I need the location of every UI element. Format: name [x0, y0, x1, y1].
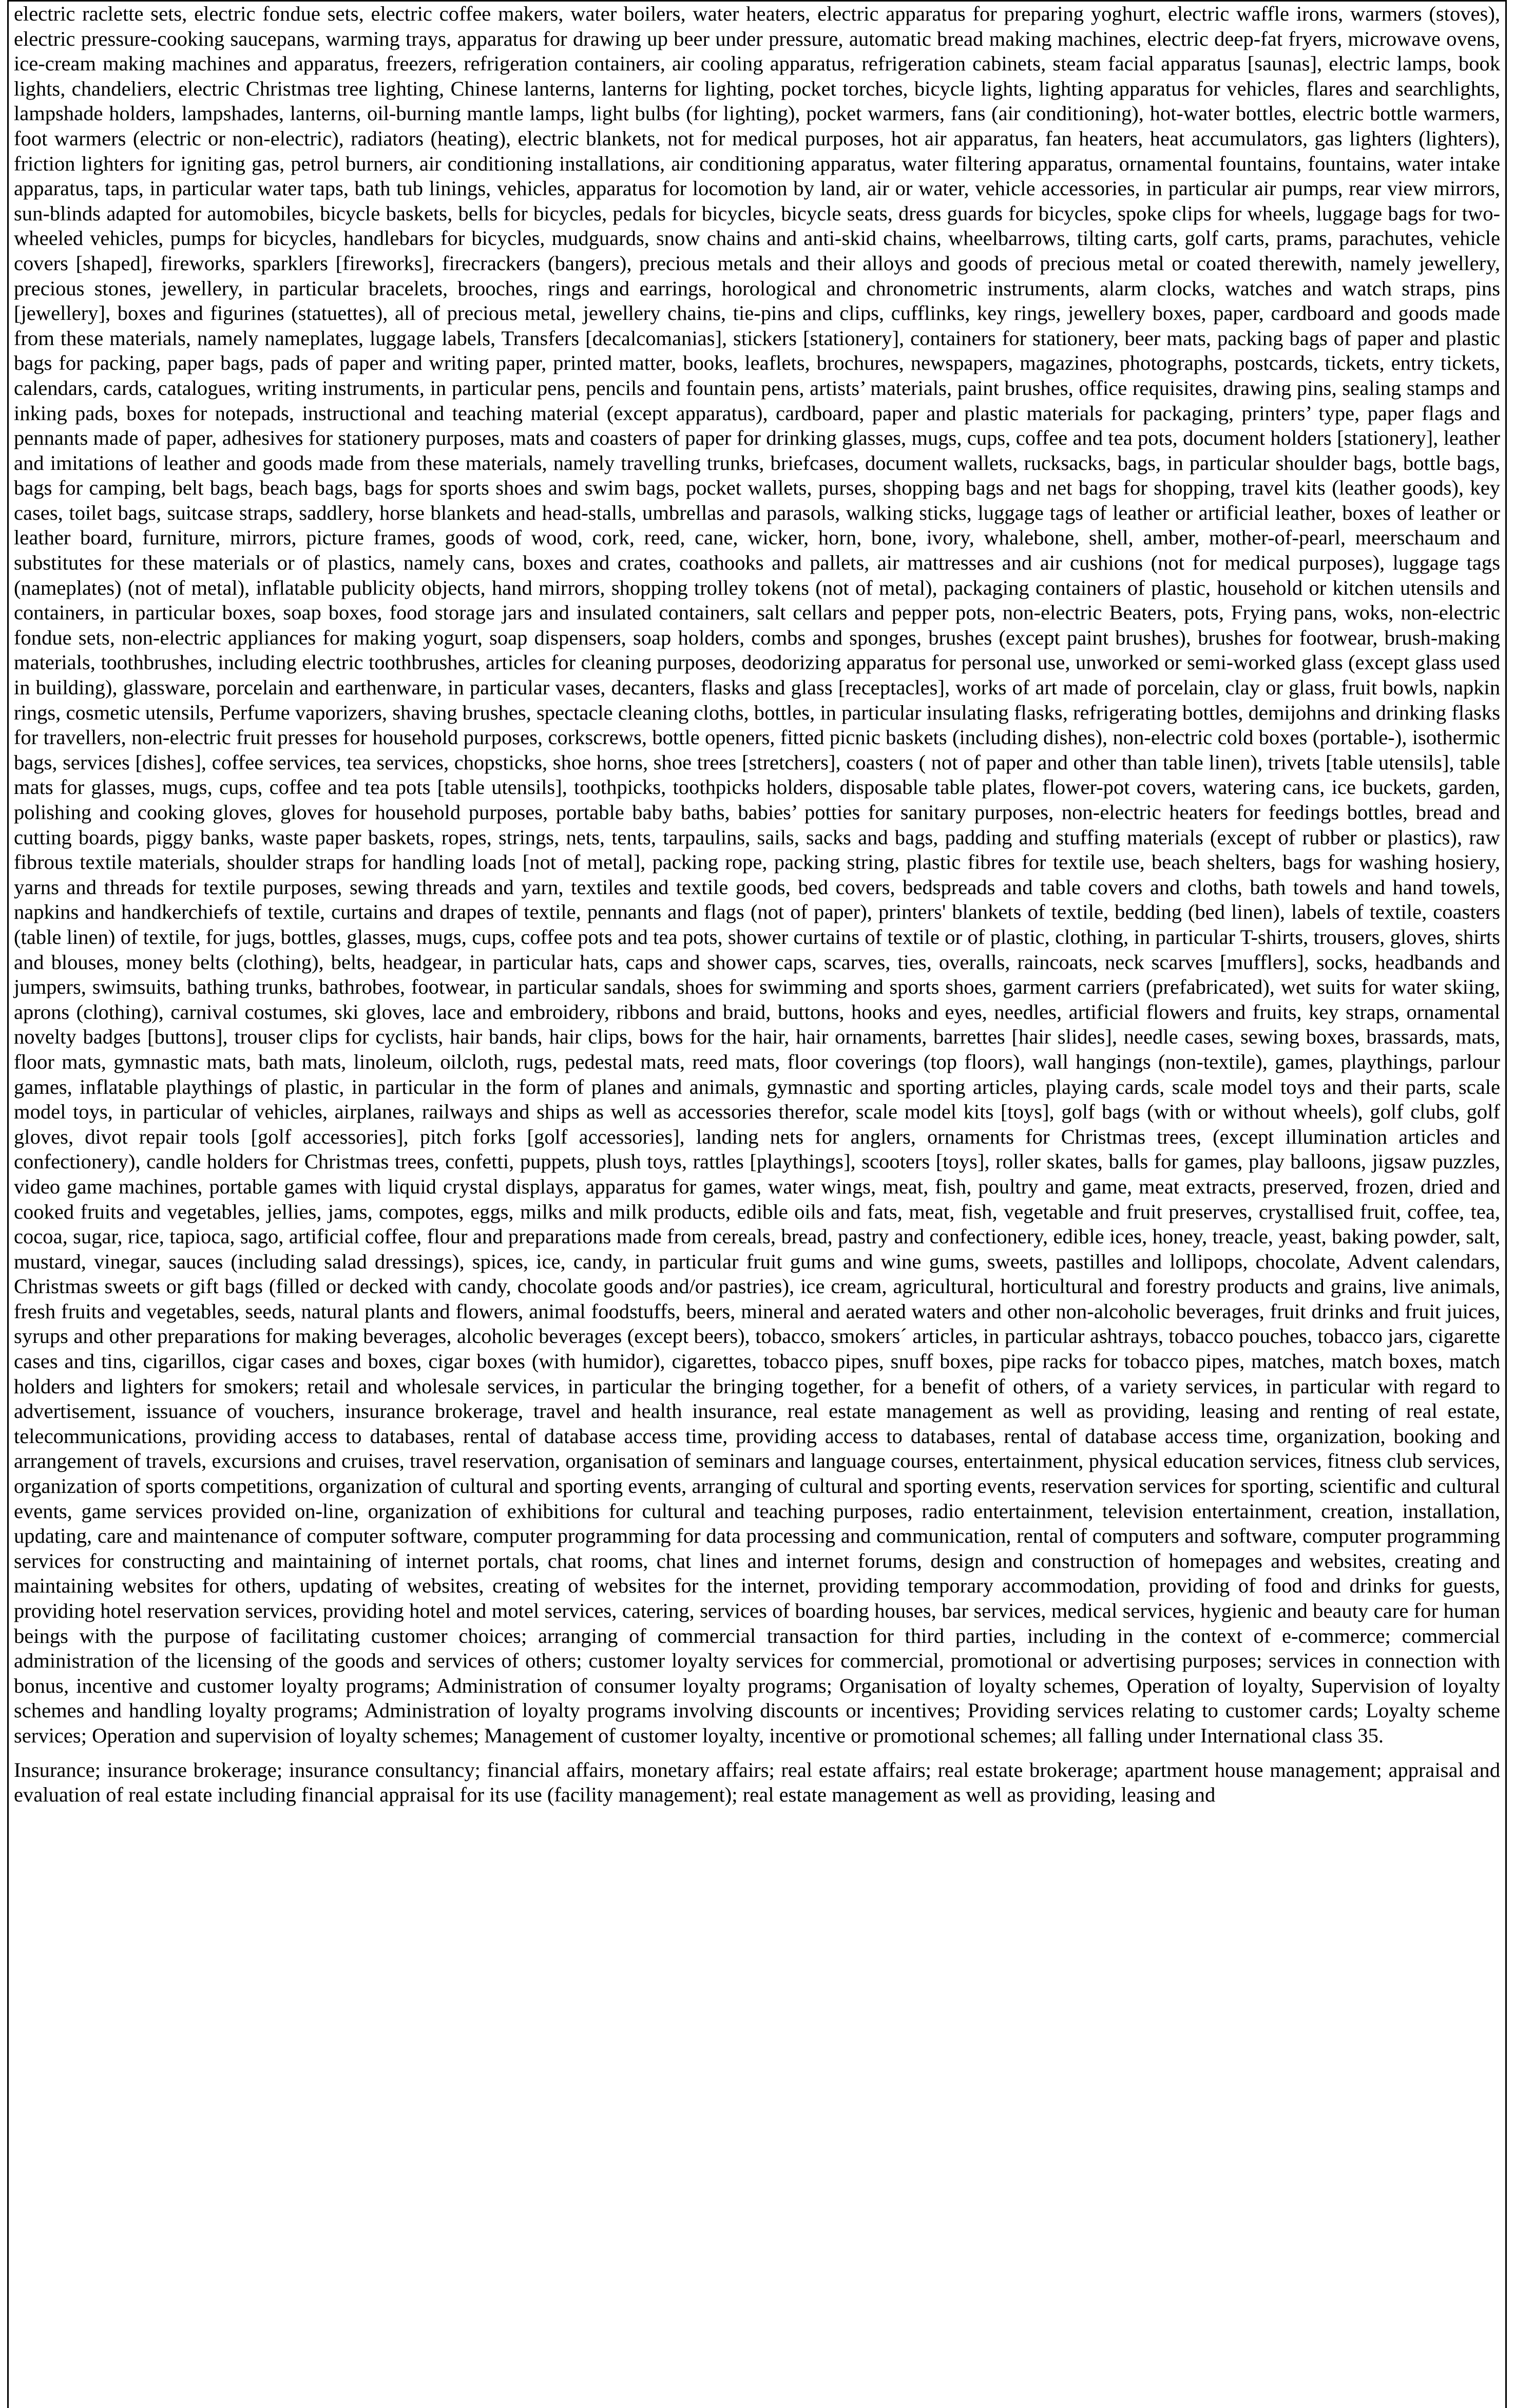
insurance-services-paragraph: Insurance; insurance brokerage; insurance consultancy; financial affairs, monetary affairs; real estate affairs; real estate brokerage; apartment house management; appraisal and evaluation of real estate including financial appraisal for its use (facility management); real estate management as well as providing, leasing and [14, 1758, 1500, 1807]
document-page [7, 0, 1507, 2408]
goods-and-services-paragraph: electric raclette sets, electric fondue sets, electric coffee makers, water boilers, water heaters, electric apparatus for preparing yoghurt, electric waffle irons, warmers (stoves), electric pressure-cooking saucepans, warming trays, apparatus for drawing up beer under pressure, automatic bread making machines, electric deep-fat fryers, microwave ovens, ice-cream making machines and apparatus, freezers, refrigeration containers, air cooling apparatus, refrigeration cabinets, steam facial apparatus [saunas], electric lamps, book lights, chandeliers, electric Christmas tree lighting, Chinese lanterns, lanterns for lighting, pocket torches, bicycle lights, lighting apparatus for vehicles, flares and searchlights, lampshade holders, lampshades, lanterns, oil-burning mantle lamps, light bulbs (for lighting), pocket warmers, fans (air conditioning), hot-water bottles, electric bottle warmers, foot warmers (electric or non-electric), radiators (heating), electric blankets, not for medical purposes, hot air apparatus, fan heaters, heat accumulators, gas lighters (lighters), friction lighters for igniting gas, petrol burners, air conditioning installations, air conditioning apparatus, water filtering apparatus, ornamental fountains, fountains, water intake apparatus, taps, in particular water taps, bath tub linings, vehicles, apparatus for locomotion by land, air or water, vehicle accessories, in particular air pumps, rear view mirrors, sun-blinds adapted for automobiles, bicycle baskets, bells for bicycles, pedals for bicycles, bicycle seats, dress guards for bicycles, spoke clips for wheels, luggage bags for two-wheeled vehicles, pumps for bicycles, handlebars for bicycles, mudguards, snow chains and anti-skid chains, wheelbarrows, tilting carts, golf carts, prams, parachutes, vehicle covers [shaped], fireworks, sparklers [fireworks], firecrackers (bangers), precious metals and their alloys and goods of precious metal or coated therewith, namely jewellery, precious stones, jewellery, in particular bracelets, brooches, rings and earrings, horological and chronometric instruments, alarm clocks, watches and watch straps, pins [jewellery], boxes and figurines (statuettes), all of precious metal, jewellery chains, tie-pins and clips, cufflinks, key rings, jewellery boxes, paper, cardboard and goods made from these materials, namely nameplates, luggage labels, Transfers [decalcomanias], stickers [stationery], containers for stationery, beer mats, packing bags of paper and plastic bags for packing, paper bags, pads of paper and writing paper, printed matter, books, leaflets, brochures, newspapers, magazines, photographs, postcards, tickets, entry tickets, calendars, cards, catalogues, writing instruments, in particular pens, pencils and fountain pens, artists’ materials, paint brushes, office requisites, drawing pins, sealing stamps and inking pads, boxes for notepads, instructional and teaching material (except apparatus), cardboard, paper and plastic materials for packaging, printers’ type, paper flags and pennants made of paper, adhesives for stationery purposes, mats and coasters of paper for drinking glasses, mugs, cups, coffee and tea pots, document holders [stationery], leather and imitations of leather and goods made from these materials, namely travelling trunks, briefcases, document wallets, rucksacks, bags, in particular shoulder bags, bottle bags, bags for camping, belt bags, beach bags, bags for sports shoes and swim bags, pocket wallets, purses, shopping bags and net bags for shopping, travel kits (leather goods), key cases, toilet bags, suitcase straps, saddlery, horse blankets and head-stalls, umbrellas and parasols, walking sticks, luggage tags of leather or artificial leather, boxes of leather or leather board, furniture, mirrors, picture frames, goods of wood, cork, reed, cane, wicker, horn, bone, ivory, whalebone, shell, amber, mother-of-pearl, meerschaum and substitutes for these materials or of plastics, namely cans, boxes and crates, coathooks and pallets, air mattresses and air cushions (not for medical purposes), luggage tags (nameplates) (not of metal), inflatable publicity objects, hand mirrors, shopping trolley tokens (not of metal), packaging containers of plastic, household or kitchen utensils and containers, in particular boxes, soap boxes, food storage jars and insulated containers, salt cellars and pepper pots, non-electric Beaters, pots, Frying pans, woks, non-electric fondue sets, non-electric appliances for making yogurt, soap dispensers, soap holders, combs and sponges, brushes (except paint brushes), brushes for footwear, brush-making materials, toothbrushes, including electric toothbrushes, articles for cleaning purposes, deodorizing apparatus for personal use, unworked or semi-worked glass (except glass used in building), glassware, porcelain and earthenware, in particular vases, decanters, flasks and glass [receptacles], works of art made of porcelain, clay or glass, fruit bowls, napkin rings, cosmetic utensils, Perfume vaporizers, shaving brushes, spectacle cleaning cloths, bottles, in particular insulating flasks, refrigerating bottles, demijohns and drinking flasks for travellers, non-electric fruit presses for household purposes, corkscrews, bottle openers, fitted picnic baskets (including dishes), non-electric cold boxes (portable-), isothermic bags, services [dishes], coffee services, tea services, chopsticks, shoe horns, shoe trees [stretchers], coasters ( not of paper and other than table linen), trivets [table utensils], table mats for glasses, mugs, cups, coffee and tea pots [table utensils], toothpicks, toothpicks holders, disposable table plates, flower-pot covers, watering cans, ice buckets, garden, polishing and cooking gloves, gloves for household purposes, portable baby baths, babies’ potties for sanitary purposes, non-electric heaters for feedings bottles, bread and cutting boards, piggy banks, waste paper baskets, ropes, strings, nets, tents, tarpaulins, sails, sacks and bags, padding and stuffing materials (except of rubber or plastics), raw fibrous textile materials, shoulder straps for handling loads [not of metal], packing rope, packing string, plastic fibres for textile use, beach shelters, bags for washing hosiery, yarns and threads for textile purposes, sewing threads and yarn, textiles and textile goods, bed covers, bedspreads and table covers and cloths, bath towels and hand towels, napkins and handkerchiefs of textile, curtains and drapes of textile, pennants and flags (not of paper), printers' blankets of textile, bedding (bed linen), labels of textile, coasters (table linen) of textile, for jugs, bottles, glasses, mugs, cups, coffee pots and tea pots, shower curtains of textile or of plastic, clothing, in particular T-shirts, trousers, gloves, shirts and blouses, money belts (clothing), belts, headgear, in particular hats, caps and shower caps, scarves, ties, overalls, raincoats, neck scarves [mufflers], socks, headbands and jumpers, swimsuits, bathing trunks, bathrobes, footwear, in particular sandals, shoes for swimming and sports shoes, garment carriers (prefabricated), wet suits for water skiing, aprons (clothing), carnival costumes, ski gloves, lace and embroidery, ribbons and braid, buttons, hooks and eyes, needles, artificial flowers and fruits, key straps, ornamental novelty badges [buttons], trouser clips for cyclists, hair bands, hair clips, bows for the hair, hair ornaments, barrettes [hair slides], needle cases, sewing boxes, brassards, mats, floor mats, gymnastic mats, bath mats, linoleum, oilcloth, rugs, pedestal mats, reed mats, floor coverings (top floors), wall hangings (non-textile), games, playthings, parlour games, inflatable playthings of plastic, in particular in the form of planes and animals, gymnastic and sporting articles, playing cards, scale model toys and their parts, scale model toys, in particular of vehicles, airplanes, railways and ships as well as accessories therefor, scale model kits [toys], golf bags (with or without wheels), golf clubs, golf gloves, divot repair tools [golf accessories], pitch forks [golf accessories], landing nets for anglers, ornaments for Christmas trees, (except illumination articles and confectionery), candle holders for Christmas trees, confetti, puppets, plush toys, rattles [playthings], scooters [toys], roller skates, balls for games, play balloons, jigsaw puzzles, video game machines, portable games with liquid crystal displays, apparatus for games, water wings, meat, fish, poultry and game, meat extracts, preserved, frozen, dried and cooked fruits and vegetables, jellies, jams, compotes, eggs, milks and milk products, edible oils and fats, meat, fish, vegetable and fruit preserves, crystallised fruit, coffee, tea, cocoa, sugar, rice, tapioca, sago, artificial coffee, flour and preparations made from cereals, bread, pastry and confectionery, edible ices, honey, treacle, yeast, baking powder, salt, mustard, vinegar, sauces (including salad dressings), spices, ice, candy, in particular fruit gums and wine gums, sweets, pastilles and lollipops, chocolate, Advent calendars, Christmas sweets or gift bags (filled or decked with candy, chocolate goods and/or pastries), ice cream, agricultural, horticultural and forestry products and grains, live animals, fresh fruits and vegetables, seeds, natural plants and flowers, animal foodstuffs, beers, mineral and aerated waters and other non-alcoholic beverages, fruit drinks and fruit juices, syrups and other preparations for making beverages, alcoholic beverages (except beers), tobacco, smokers´ articles, in particular ashtrays, tobacco pouches, tobacco jars, cigarette cases and tins, cigarillos, cigar cases and boxes, cigar boxes (with humidor), cigarettes, tobacco pipes, snuff boxes, pipe racks for tobacco pipes, matches, match boxes, match holders and lighters for smokers; retail and wholesale services, in particular the bringing together, for a benefit of others, of a variety services, in particular with regard to advertisement, issuance of vouchers, insurance brokerage, travel and health insurance, real estate management as well as providing, leasing and renting of real estate, telecommunications, providing access to databases, rental of database access time, providing access to databases, rental of database access time, organization, booking and arrangement of travels, excursions and cruises, travel reservation, organisation of seminars and language courses, entertainment, physical education services, fitness club services, organization of sports competitions, organization of cultural and sporting events, arranging of cultural and sporting events, reservation services for sporting, scientific and cultural events, game services provided on-line, organization of exhibitions for cultural and teaching purposes, radio entertainment, television entertainment, creation, installation, updating, care and maintenance of computer software, computer programming for data processing and communication, rental of computers and software, computer programming services for constructing and maintaining of internet portals, chat rooms, chat lines and internet forums, design and construction of homepages and websites, creating and maintaining websites for others, updating of websites, creating of websites for the internet, providing temporary accommodation, providing of food and drinks for guests, providing hotel reservation services, providing hotel and motel services, catering, services of boarding houses, bar services, medical services, hygienic and beauty care for human beings with the purpose of facilitating customer choices; arranging of commercial transaction for third parties, including in the context of e-commerce; commercial administration of the licensing of the goods and services of others; customer loyalty services for commercial, promotional or advertising purposes; services in connection with bonus, incentive and customer loyalty programs; Administration of consumer loyalty programs; Organisation of loyalty schemes, Operation of loyalty, Supervision of loyalty schemes and handling loyalty programs; Administration of loyalty programs involving discounts or incentives; Providing services relating to customer cards; Loyalty scheme services; Operation and supervision of loyalty schemes; Management of customer loyalty, incentive or promotional schemes; all falling under International class 35. [14, 2, 1500, 1747]
